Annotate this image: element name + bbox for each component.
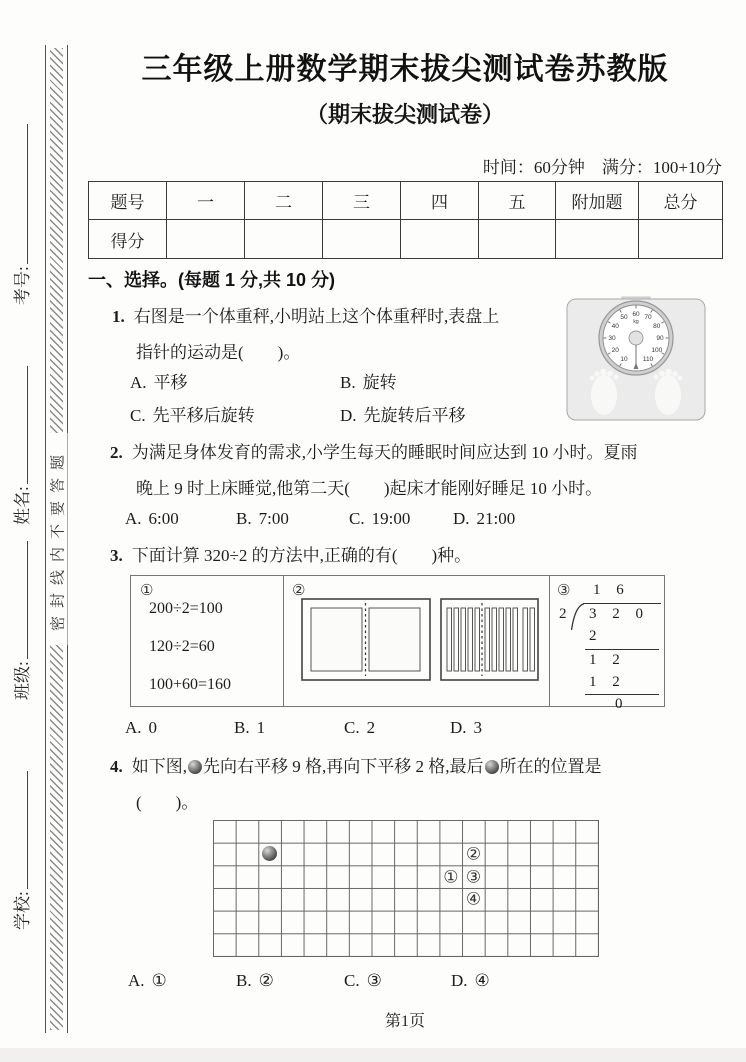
q4-text-line2: ( )。 (136, 793, 199, 812)
name-blank-line (9, 366, 28, 484)
exam-number-field (8, 124, 33, 305)
page-subtitle: （期末拔尖测试卷） (305, 102, 504, 127)
school-blank-line (9, 771, 28, 889)
exam-content (88, 0, 722, 1062)
score-table-header-row (89, 182, 723, 220)
q3-option-c: C. 2 (344, 718, 376, 737)
method3-badge: ③ (557, 583, 571, 599)
svg-text:90: 90 (656, 335, 664, 342)
q3-text: 3. 下面计算 320÷2 的方法中,正确的有( )种。 (110, 546, 472, 565)
method1-badge: ① (140, 583, 154, 599)
school-label: 学校: (13, 891, 32, 930)
box-divider (549, 576, 550, 706)
q4-options-row (88, 971, 722, 993)
q2-number: 2. (110, 443, 123, 462)
svg-text:10: 10 (620, 355, 628, 363)
division-step: 1 2 (589, 652, 626, 668)
q3-option-a: A. 0 (125, 718, 158, 737)
class-field (8, 541, 33, 700)
q3-option-d: D. 3 (450, 718, 483, 737)
q1-text-line2: 指针的运动是( )。 (136, 343, 301, 362)
q2-option-a: A. 6:00 (125, 509, 179, 528)
q4-option-c: C. ③ (344, 971, 382, 990)
q4-option-d: D. ④ (451, 971, 490, 990)
q4-translation-grid (213, 820, 599, 957)
score-table-cell: 三 (323, 182, 401, 220)
method1-equation: 200÷2=100 (149, 600, 223, 617)
q2-option-c: C. 19:00 (349, 509, 411, 528)
division-bracket (571, 603, 585, 631)
score-table-cell: 四 (401, 182, 479, 220)
class-blank-line (9, 541, 28, 659)
division-step: 2 (589, 628, 603, 644)
method1-equation: 100+60=160 (149, 676, 232, 693)
score-table-cell: 总分 (639, 182, 723, 220)
section-title: 一、选择。(每题 1 分,共 10 分) (88, 270, 336, 290)
score-row-label: 得分 (89, 220, 167, 259)
q3-methods-box (130, 575, 665, 712)
q2-text-line1: 2. 为满足身体发育的需求,小学生每天的睡眠时间应达到 10 小时。夏雨 (110, 443, 638, 462)
q1-text-line1: 1. 右图是一个体重秤,小明站上这个体重秤时,表盘上 (112, 307, 500, 326)
q3-number: 3. (110, 546, 123, 565)
score-empty-cell (479, 220, 556, 259)
q2-option-d: D. 21:00 (453, 509, 516, 528)
base-ten-blocks-diagram (301, 598, 539, 682)
q3-options-row (88, 718, 722, 740)
name-label: 姓名: (13, 486, 32, 525)
long-division (559, 582, 663, 712)
exam-number-blank-line (9, 124, 28, 264)
q1-option-c: C. 先平移后旋转 (130, 406, 255, 425)
division-rule (585, 649, 659, 650)
circled-number-marker: ④ (465, 889, 482, 909)
q2-text-line2: 晚上 9 时上床睡觉,他第二天( )起床才能刚好睡足 10 小时。 (136, 479, 603, 498)
score-table-cell: 一 (167, 182, 245, 220)
score-empty-cell (401, 220, 479, 259)
scale-dial-unit: kg (633, 319, 639, 325)
name-field (8, 366, 33, 525)
score-empty-cell (556, 220, 639, 259)
q1-number: 1. (112, 307, 125, 326)
svg-text:110: 110 (642, 355, 654, 363)
method2-badge: ② (292, 583, 306, 599)
score-empty-cell (639, 220, 723, 259)
scan-bottom-edge (0, 1048, 746, 1062)
q4-text-line1: 4. 如下图, 先向右平移 9 格,再向下平移 2 格,最后 所在的位置是 (110, 757, 602, 776)
seal-line-text: 密封线内不要答题 (46, 433, 67, 645)
q4-option-a: A. ① (128, 971, 167, 990)
circled-number-marker: ② (465, 844, 482, 864)
circled-number-marker: ① (443, 867, 459, 887)
svg-text:70: 70 (644, 314, 652, 322)
score-empty-cell (167, 220, 245, 259)
seal-line (45, 45, 68, 1033)
class-label: 班级: (13, 661, 32, 700)
page-title: 三年级上册数学期末拔尖测试卷苏教版 (141, 53, 669, 86)
q1-option-a: A. 平移 (130, 373, 188, 392)
q2-options-row (88, 509, 722, 531)
division-divisor: 2 (559, 606, 573, 622)
division-dividend: 3 2 0 (589, 606, 649, 622)
svg-text:20: 20 (611, 347, 619, 354)
q4-number: 4. (110, 757, 123, 776)
exam-number-label: 考号: (13, 266, 32, 305)
box-divider (283, 576, 284, 706)
score-empty-cell (245, 220, 323, 259)
svg-text:60: 60 (632, 311, 640, 318)
svg-text:100: 100 (651, 347, 663, 354)
svg-text:80: 80 (653, 323, 661, 330)
division-remainder: 0 (615, 696, 629, 712)
q3-option-b: B. 1 (234, 718, 266, 737)
score-table-score-row (89, 220, 723, 259)
page-number: 第1页 (384, 1013, 425, 1030)
q2-option-b: B. 7:00 (236, 509, 289, 528)
svg-text:50: 50 (620, 314, 628, 322)
school-field (8, 771, 33, 930)
svg-text:40: 40 (611, 323, 619, 330)
exam-meta: 时间：60分钟 满分：100+10分 (482, 158, 722, 177)
weighing-scale-icon (566, 296, 706, 422)
score-table-cell: 题号 (89, 182, 167, 220)
student-info-fields (4, 80, 38, 1030)
svg-text:30: 30 (608, 335, 616, 342)
q1-option-d: D. 先旋转后平移 (340, 406, 466, 425)
method1-equation: 120÷2=60 (149, 638, 215, 655)
q4-option-b: B. ② (236, 971, 274, 990)
division-vinculum (583, 603, 661, 604)
score-empty-cell (323, 220, 401, 259)
circled-number-marker: ③ (465, 867, 482, 887)
ball-marker (262, 846, 277, 861)
score-table (88, 181, 723, 259)
q1-option-b: B. 旋转 (340, 373, 397, 392)
score-table-cell: 五 (479, 182, 556, 220)
ball-icon (485, 760, 499, 774)
division-step: 1 2 (589, 674, 626, 690)
score-table-cell: 附加题 (556, 182, 639, 220)
score-table-cell: 二 (245, 182, 323, 220)
division-quotient: 1 6 (593, 582, 630, 598)
ball-icon (188, 760, 202, 774)
